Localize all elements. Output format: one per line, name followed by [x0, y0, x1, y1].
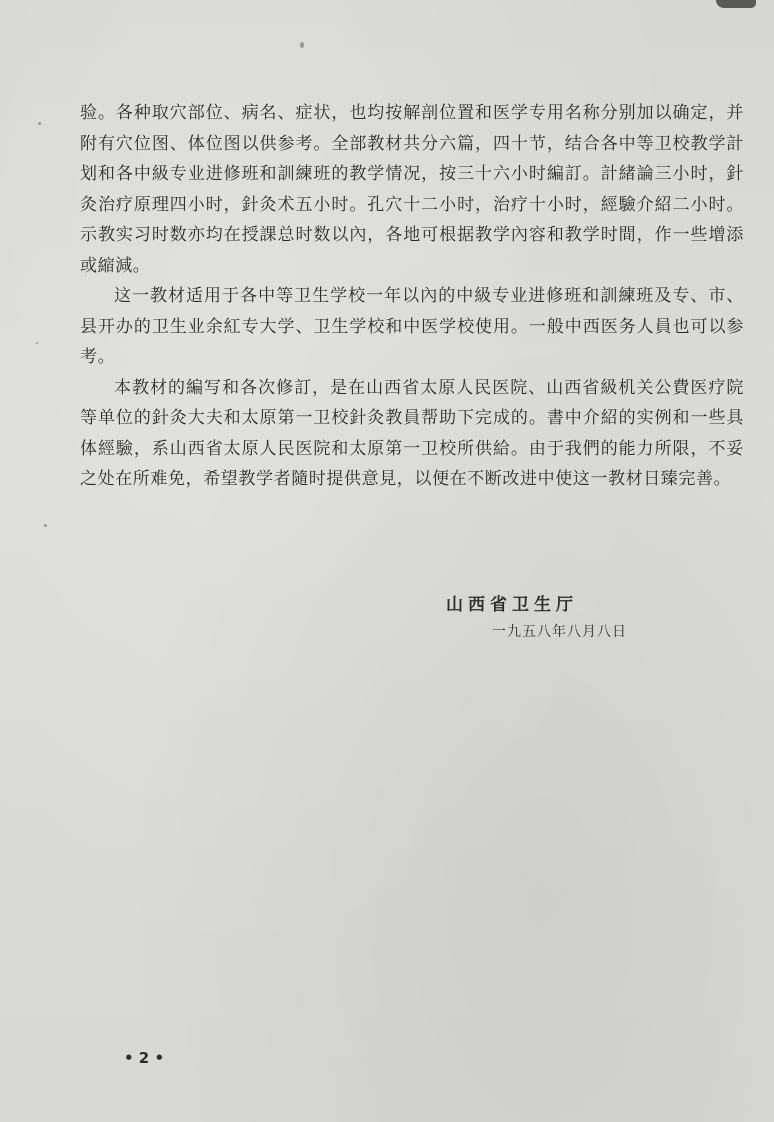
signature-date: 一九五八年八月八日 [492, 624, 627, 640]
preface-body [80, 98, 744, 495]
paragraph-3: 本教材的編写和各次修訂，是在山西省太原人民医院、山西省級机关公費医疗院等单位的針灸大夫和太原第一卫校針灸教員帮助下完成的。書中介紹的实例和一些具体經驗，系山西省太原人民医院和太原第一卫校所供給。由于我們的能力所限，不妥之处在所难免，希望教学者隨时提供意見，以便在不断改进中使这一教材日臻完善。 [80, 377, 744, 489]
dust-speck [36, 342, 38, 344]
dust-speck [38, 122, 41, 125]
dust-speck [44, 524, 47, 527]
signature-organization: 山西省卫生厅 [446, 595, 578, 615]
page-corner-mark [716, 0, 756, 8]
paragraph-1: 验。各种取穴部位、病名、症状，也均按解剖位置和医学专用名称分别加以确定，并附有穴位图、体位图以供参考。全部教材共分六篇，四十节，结合各中等卫校教学計划和各中級专业进修班和訓練班的教学情况，按三十六小时編訂。計緒論三小时，針灸治疗原理四小时，針灸术五小时。孔穴十二小时，治疗十小时，經驗介紹二小时。示教实习时数亦均在授課总时数以內，各地可根据教学內容和教学时間，作一些增添或縮減。 [80, 103, 744, 276]
page-number: • 2 • [124, 1049, 165, 1067]
dust-speck [300, 42, 304, 48]
paragraph-2: 这一教材适用于各中等卫生学校一年以內的中級专业进修班和訓練班及专、市、县开办的卫生业余紅专大学、卫生学校和中医学校使用。一般中西医务人員也可以参考。 [80, 286, 744, 367]
